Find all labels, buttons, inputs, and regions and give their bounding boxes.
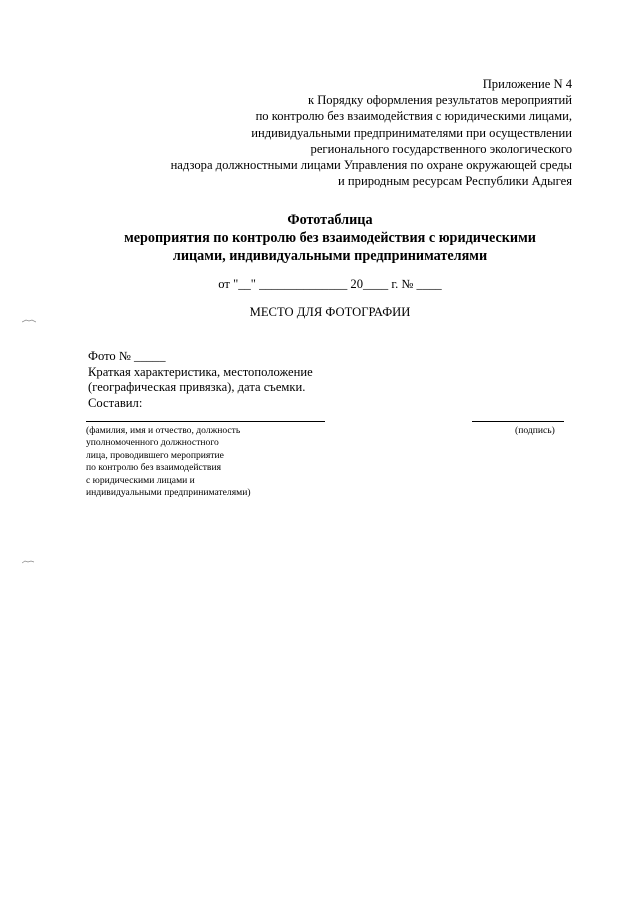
caption-line: уполномоченного должностного	[86, 437, 219, 449]
appendix-line: надзора должностными лицами Управления по охране окружающей среды	[170, 158, 572, 173]
appendix-line: регионального государственного экологического	[310, 141, 572, 156]
appendix-line: индивидуальными предпринимателями при осуществлении	[251, 125, 572, 140]
title-subline: мероприятия по контролю без взаимодействия с юридическими	[124, 230, 536, 246]
compiled-by-label: Составил:	[88, 395, 143, 410]
caption-line: индивидуальными предпринимателями)	[86, 487, 251, 499]
name-signature-line	[86, 421, 325, 422]
document-title	[0, 211, 640, 265]
scan-mark	[22, 560, 36, 564]
appendix-line: и природным ресурсам Республики Адыгея	[338, 174, 572, 189]
appendix-line: к Порядку оформления результатов мероприятий	[307, 93, 572, 108]
photo-placeholder-label: МЕСТО ДЛЯ ФОТОГРАФИИ	[249, 305, 411, 319]
title-subline: лицами, индивидуальными предпринимателями	[172, 248, 488, 264]
appendix-header	[171, 76, 572, 189]
signature-line	[472, 421, 564, 422]
caption-line: (фамилия, имя и отчество, должность	[86, 425, 241, 436]
date-number-line: от "__" ______________ 20____ г. № ____	[218, 277, 442, 291]
photo-description-block	[88, 349, 313, 411]
appendix-line: Приложение N 4	[482, 77, 572, 91]
photo-number: Фото № _____	[88, 349, 166, 363]
signature-caption: (подпись)	[515, 425, 555, 436]
caption-line: с юридическими лицами и	[86, 474, 195, 486]
caption-line: лица, проводившего мероприятие	[86, 449, 224, 461]
name-position-caption	[86, 425, 251, 499]
caption-line: по контролю без взаимодействия	[86, 462, 221, 474]
appendix-line: по контролю без взаимодействия с юридическими лицами,	[255, 109, 572, 124]
title-main: Фототаблица	[287, 212, 373, 228]
photo-description: (географическая привязка), дата съемки.	[88, 380, 306, 395]
photo-description: Краткая характеристика, местоположение	[88, 364, 313, 379]
